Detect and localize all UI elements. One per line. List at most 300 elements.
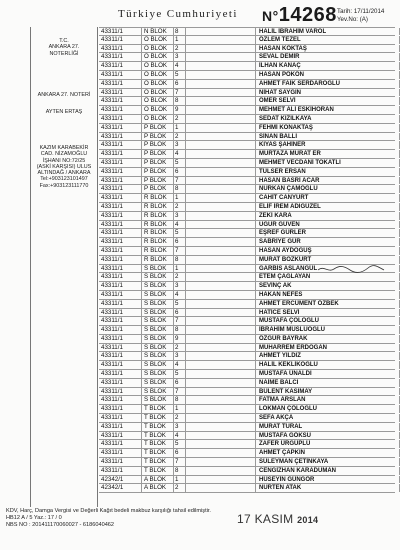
row-name: MURTAZA MURAT ER	[255, 150, 400, 158]
row-number: 8	[173, 28, 185, 35]
row-name: SEDAT KIZILKAYA	[255, 115, 400, 123]
row-blank-cell	[185, 141, 254, 149]
row-block: P BLOK	[141, 177, 174, 185]
row-number: 7	[173, 89, 185, 97]
table-row	[99, 247, 395, 256]
row-code: 43311/1	[101, 220, 123, 228]
row-name: MURAT BOZKURT	[255, 256, 400, 264]
row-number: 2	[173, 133, 185, 141]
row-name: LOKMAN ÇÖLOĞLU	[255, 405, 400, 413]
table-row	[99, 36, 395, 45]
table-row	[99, 80, 395, 89]
address-line: KAZIM KARABEKİR	[39, 145, 89, 151]
handwritten-mark	[316, 263, 386, 275]
row-name: CAHİT CANYURT	[255, 194, 400, 202]
row-code: 43311/1	[101, 167, 123, 175]
row-number: 7	[173, 247, 185, 255]
row-block: P BLOK	[141, 124, 174, 132]
table-row	[99, 203, 395, 212]
table-row	[99, 212, 395, 221]
row-name: HASAN KÖKTAŞ	[255, 45, 400, 53]
row-code: 43311/1	[101, 35, 123, 43]
row-block: R BLOK	[141, 212, 174, 220]
table-row	[99, 440, 395, 449]
row-blank-cell	[185, 238, 254, 246]
row-block: A BLOK	[141, 476, 174, 484]
row-code: 43311/1	[101, 299, 123, 307]
row-blank-cell	[185, 168, 254, 176]
row-code: 43311/1	[101, 229, 123, 237]
row-number: 6	[173, 238, 185, 246]
row-block: R BLOK	[141, 203, 174, 211]
row-name: MEHMET ALİ ESKİHORAN	[255, 106, 400, 114]
table-row	[99, 221, 395, 230]
table-row	[99, 326, 395, 335]
row-number: 3	[173, 212, 185, 220]
row-block: R BLOK	[141, 238, 174, 246]
row-blank-cell	[185, 335, 254, 343]
row-blank-cell	[185, 423, 254, 431]
row-code: 43311/1	[101, 158, 123, 166]
row-code: 43311/1	[101, 458, 123, 466]
row-block: P BLOK	[141, 185, 174, 193]
table-row	[99, 62, 395, 71]
row-number: 9	[173, 106, 185, 114]
row-block: S BLOK	[141, 335, 174, 343]
row-code: 43311/1	[101, 466, 123, 474]
row-number: 2	[173, 484, 185, 492]
row-number: 5	[173, 159, 185, 167]
row-name: ÖZLEM TEZEL	[255, 36, 400, 44]
row-number: 5	[173, 71, 185, 79]
row-name: UĞUR GÜVEN	[255, 221, 400, 229]
table-row	[99, 177, 395, 186]
row-name: FEHMİ KONAKTAŞ	[255, 124, 400, 132]
row-name: ZEKİ KARA	[255, 212, 400, 220]
row-name: HASAN AYDOĞUŞ	[255, 247, 400, 255]
owner-list-table	[99, 27, 395, 493]
row-number: 8	[173, 256, 185, 264]
row-code: 43311/1	[101, 308, 123, 316]
row-number: 2	[173, 45, 185, 53]
row-name: ÖMER SELVİ	[255, 97, 400, 105]
table-row	[99, 238, 395, 247]
row-name: MUSTAFA GÖKSU	[255, 432, 400, 440]
row-blank-cell	[185, 28, 254, 35]
row-name: CENGİZHAN KARADUMAN	[255, 467, 400, 475]
row-name: SEFA AKÇA	[255, 414, 400, 422]
row-block: T BLOK	[141, 414, 174, 422]
row-block: R BLOK	[141, 247, 174, 255]
row-block: O BLOK	[141, 62, 174, 70]
row-number: 6	[173, 449, 185, 457]
address-line: CAD. NİZAMOĞLU	[40, 151, 88, 158]
row-block: R BLOK	[141, 256, 174, 264]
row-blank-cell	[185, 396, 254, 404]
row-code: 43311/1	[101, 334, 123, 342]
row-block: N BLOK	[141, 28, 174, 35]
row-code: 43311/1	[101, 422, 123, 430]
row-block: O BLOK	[141, 89, 174, 97]
row-blank-cell	[185, 53, 254, 61]
row-number: 5	[173, 370, 185, 378]
row-code: 43311/1	[101, 361, 123, 369]
table-row	[99, 309, 395, 318]
row-number: 4	[173, 150, 185, 158]
row-name: SÜLEYMAN ÇETİNKAYA	[255, 458, 400, 466]
row-code: 43311/1	[101, 28, 123, 35]
yev-no	[337, 16, 384, 24]
row-number: 3	[173, 53, 185, 61]
row-code: 43311/1	[101, 282, 123, 290]
row-number: 2	[173, 414, 185, 422]
row-blank-cell	[185, 194, 254, 202]
table-row	[99, 53, 395, 62]
table-row	[99, 317, 395, 326]
row-block: O BLOK	[141, 45, 174, 53]
address-line: (ASKİ KARŞISI) ULUS	[36, 163, 92, 170]
table-row	[99, 396, 395, 405]
row-code: 42342/1	[101, 484, 124, 492]
row-code: 43311/1	[101, 53, 123, 61]
row-blank-cell	[185, 71, 254, 79]
row-blank-cell	[185, 326, 254, 334]
table-row	[99, 229, 395, 238]
row-number: 6	[173, 309, 185, 317]
row-block: A BLOK	[141, 484, 174, 492]
stamp-year: 2014	[297, 515, 319, 525]
row-blank-cell	[185, 247, 254, 255]
row-block: O BLOK	[141, 106, 174, 114]
row-block: P BLOK	[141, 133, 174, 141]
row-code: 43311/1	[101, 440, 123, 448]
row-blank-cell	[185, 432, 254, 440]
row-code: 43311/1	[101, 132, 123, 140]
row-number: 1	[173, 124, 185, 132]
row-blank-cell	[185, 89, 254, 97]
row-code: 43311/1	[101, 246, 123, 254]
row-block: S BLOK	[141, 379, 174, 387]
row-number: 8	[173, 97, 185, 105]
notary-address	[31, 145, 97, 189]
row-block: T BLOK	[141, 440, 174, 448]
table-row	[99, 168, 395, 177]
row-block: T BLOK	[141, 405, 174, 413]
row-name: MUSTAFA ÇOLOĞLU	[255, 317, 400, 325]
row-name: SİNAN BALLI	[255, 133, 400, 141]
row-name: HASAN PÖKÖN	[255, 71, 400, 79]
row-name: MEHMET VECDANİ TOKATLI	[255, 159, 400, 167]
row-blank-cell	[185, 106, 254, 114]
row-block: T BLOK	[141, 458, 174, 466]
row-code: 43311/1	[101, 141, 123, 149]
row-name: MUSTAFA ÜNALDI	[255, 370, 400, 378]
row-number: 6	[173, 379, 185, 387]
row-block: R BLOK	[141, 221, 174, 229]
row-blank-cell	[185, 414, 254, 422]
table-row	[99, 370, 395, 379]
row-name: TÜLSER ERSAN	[255, 168, 400, 176]
row-name: HASAN BASRİ ACAR	[255, 177, 400, 185]
row-blank-cell	[185, 361, 254, 369]
row-block: O BLOK	[141, 115, 174, 123]
row-code: 43311/1	[101, 431, 123, 439]
table-row	[99, 423, 395, 432]
address-line: ALTINDAĞ / ANKARA	[37, 170, 91, 177]
row-number: 4	[173, 221, 185, 229]
row-code: 43311/1	[101, 44, 123, 52]
table-row	[99, 185, 395, 194]
footer-line: KDV, Harç, Damga Vergisi ve Değerli Kağıt bedeli makbuz karşılığı tahsil edilmiştir.	[6, 508, 211, 514]
table-row	[99, 379, 395, 388]
table-row	[99, 414, 395, 423]
row-block: O BLOK	[141, 71, 174, 79]
notary-title: ANKARA 27. NOTERİ	[37, 92, 91, 98]
table-row	[99, 361, 395, 370]
row-code: 43311/1	[101, 290, 123, 298]
row-blank-cell	[185, 484, 254, 492]
row-number: 8	[173, 396, 185, 404]
row-blank-cell	[185, 370, 254, 378]
table-row	[99, 449, 395, 458]
row-name: GARBİS ASLANGÜL	[255, 265, 400, 273]
row-block: P BLOK	[141, 141, 174, 149]
row-number: 8	[173, 326, 185, 334]
row-code: 43311/1	[101, 238, 123, 246]
row-number: 9	[173, 335, 185, 343]
address-line: Fax:+903123111770	[39, 182, 89, 189]
row-block: P BLOK	[141, 150, 174, 158]
row-blank-cell	[185, 115, 254, 123]
row-blank-cell	[185, 221, 254, 229]
row-name: FATMA ARSLAN	[255, 396, 400, 404]
row-number: 5	[173, 229, 185, 237]
table-row	[99, 335, 395, 344]
date-stamp	[237, 512, 318, 526]
row-number: 7	[173, 317, 185, 325]
notary-name: AYTEN ERTAŞ	[45, 109, 83, 115]
row-code: 43311/1	[101, 70, 123, 78]
row-number: 3	[173, 352, 185, 360]
row-name: EŞREF GÜRLER	[255, 229, 400, 237]
row-code: 43311/1	[101, 194, 123, 202]
row-number: 5	[173, 300, 185, 308]
office-line: T.C.	[59, 38, 69, 44]
row-number: 2	[173, 203, 185, 211]
table-row	[99, 300, 395, 309]
row-number: 8	[173, 467, 185, 475]
office-line: ANKARA 27.	[48, 44, 80, 51]
row-block: O BLOK	[141, 80, 174, 88]
row-blank-cell	[185, 185, 254, 193]
row-number: 2	[173, 115, 185, 123]
row-code: 43311/1	[101, 114, 123, 122]
table-row	[99, 45, 395, 54]
row-name: NURKAN ÇAMOĞLU	[255, 185, 400, 193]
address-line: Tel:+903123101497	[40, 176, 88, 183]
row-block: S BLOK	[141, 265, 174, 273]
row-blank-cell	[185, 256, 254, 264]
row-blank-cell	[185, 291, 254, 299]
row-number: 4	[173, 361, 185, 369]
row-block: P BLOK	[141, 168, 174, 176]
row-blank-cell	[185, 150, 254, 158]
row-code: 43311/1	[101, 326, 123, 334]
row-code: 43311/1	[101, 449, 123, 457]
table-row	[99, 405, 395, 414]
row-number: 3	[173, 423, 185, 431]
row-blank-cell	[185, 352, 254, 360]
row-number: 1	[173, 36, 185, 44]
row-name: MURAT TURAL	[255, 423, 400, 431]
row-name: NAİME BALCI	[255, 379, 400, 387]
row-name: NİHAT SAYGIN	[255, 89, 400, 97]
row-code: 43311/1	[101, 62, 123, 70]
row-code: 43311/1	[101, 106, 123, 114]
row-code: 43311/1	[101, 150, 123, 158]
row-name: HAKAN NEFES	[255, 291, 400, 299]
row-code: 43311/1	[101, 405, 123, 413]
row-code: 43311/1	[101, 255, 123, 263]
row-block: T BLOK	[141, 432, 174, 440]
table-row	[99, 124, 395, 133]
row-blank-cell	[185, 97, 254, 105]
row-blank-cell	[185, 458, 254, 466]
row-number: 3	[173, 282, 185, 290]
table-row	[99, 27, 395, 36]
row-blank-cell	[185, 300, 254, 308]
row-block: S BLOK	[141, 388, 174, 396]
row-number: 4	[173, 432, 185, 440]
row-code: 43311/1	[101, 176, 123, 184]
notary-stamp-panel	[30, 27, 98, 507]
row-blank-cell	[185, 45, 254, 53]
row-name: ELİF İREM ADIGÜZEL	[255, 203, 400, 211]
office-line: NOTERLİĞİ	[49, 50, 79, 57]
table-row	[99, 141, 395, 150]
row-blank-cell	[185, 273, 254, 281]
row-block: S BLOK	[141, 361, 174, 369]
row-name: ETEM ÇAĞLAYAN	[255, 273, 400, 281]
row-number: 7	[173, 177, 185, 185]
table-row	[99, 106, 395, 115]
table-row	[99, 476, 395, 485]
row-blank-cell	[185, 159, 254, 167]
table-row	[99, 352, 395, 361]
row-block: T BLOK	[141, 449, 174, 457]
row-blank-cell	[185, 265, 254, 273]
table-row	[99, 344, 395, 353]
header-title: Türkiye Cumhuriyeti	[118, 8, 238, 20]
row-name: SEVAL DEMİR	[255, 53, 400, 61]
document-number-value: 14268	[278, 4, 337, 26]
row-block: O BLOK	[141, 53, 174, 61]
row-number: 1	[173, 476, 185, 484]
table-row	[99, 150, 395, 159]
row-name: ZAFER ÜRGÜPLÜ	[255, 440, 400, 448]
row-name: AHMET ERCÜMENT ÖZBEK	[255, 300, 400, 308]
document-number-prefix: N°	[262, 8, 279, 24]
table-row	[99, 282, 395, 291]
row-name: KIYAS ŞAHİNER	[255, 141, 400, 149]
row-code: 43311/1	[101, 396, 123, 404]
row-code: 43311/1	[101, 123, 123, 131]
row-code: 43311/1	[101, 352, 123, 360]
row-blank-cell	[185, 133, 254, 141]
document-number	[262, 4, 337, 27]
row-name: MUHARREM ERDOĞAN	[255, 344, 400, 352]
table-row	[99, 458, 395, 467]
row-name: HALİL KEKLİKOĞLU	[255, 361, 400, 369]
row-name: NURTEN ATAK	[255, 484, 400, 492]
row-blank-cell	[185, 229, 254, 237]
row-block: S BLOK	[141, 352, 174, 360]
row-blank-cell	[185, 449, 254, 457]
row-number: 7	[173, 388, 185, 396]
fee-footer	[6, 508, 211, 528]
row-blank-cell	[185, 124, 254, 132]
row-blank-cell	[185, 36, 254, 44]
row-blank-cell	[185, 317, 254, 325]
row-number: 1	[173, 405, 185, 413]
row-blank-cell	[185, 212, 254, 220]
table-row	[99, 71, 395, 80]
row-name: HATİCE SELVİ	[255, 309, 400, 317]
row-block: T BLOK	[141, 423, 174, 431]
date-block	[337, 8, 384, 23]
row-blank-cell	[185, 476, 254, 484]
row-code: 43311/1	[101, 370, 123, 378]
row-name: ÖZGÜR BAYRAK	[255, 335, 400, 343]
row-block: R BLOK	[141, 194, 174, 202]
row-blank-cell	[185, 80, 254, 88]
row-code: 43311/1	[101, 211, 123, 219]
row-name: AHMET ÇAPKIN	[255, 449, 400, 457]
row-blank-cell	[185, 62, 254, 70]
row-name: İBRAHİM MUSLUOĞLU	[255, 326, 400, 334]
table-row	[99, 133, 395, 142]
row-number: 2	[173, 273, 185, 281]
row-block: O BLOK	[141, 97, 174, 105]
row-name: SEVİNÇ AK	[255, 282, 400, 290]
row-name: AHMET FAİK SERDAROĞLU	[255, 80, 400, 88]
table-row	[99, 89, 395, 98]
footer-line: HB12 A / 5 Yaz.: 17 / 0	[6, 514, 62, 521]
row-name: HALİL İBRAHİM VAROL	[255, 28, 400, 35]
row-code: 43311/1	[101, 79, 123, 87]
table-row	[99, 388, 395, 397]
row-blank-cell	[185, 440, 254, 448]
row-blank-cell	[185, 203, 254, 211]
row-blank-cell	[185, 379, 254, 387]
table-row	[99, 194, 395, 203]
table-row	[99, 467, 395, 476]
row-number: 6	[173, 80, 185, 88]
row-code: 43311/1	[101, 264, 123, 272]
row-name: İLHAN KANAÇ	[255, 62, 400, 70]
row-number: 1	[173, 265, 185, 273]
stamp-date: 17 KASIM	[237, 512, 294, 526]
row-number: 7	[173, 458, 185, 466]
row-code: 43311/1	[101, 185, 123, 193]
row-code: 43311/1	[101, 97, 123, 105]
row-block: S BLOK	[141, 396, 174, 404]
row-blank-cell	[185, 309, 254, 317]
table-row	[99, 484, 395, 493]
row-number: 2	[173, 344, 185, 352]
row-blank-cell	[185, 282, 254, 290]
row-number: 6	[173, 168, 185, 176]
